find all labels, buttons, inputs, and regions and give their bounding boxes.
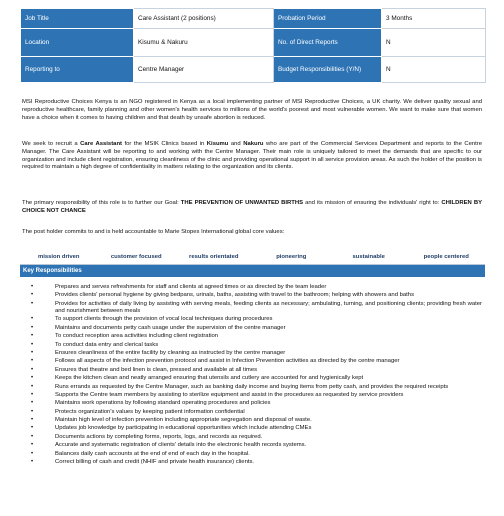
list-item [30,425,482,432]
bullet-icon: • [31,341,34,348]
responsibility-text: Updates job knowledge by participating in educational opportunities which include attending CMEs [55,425,312,432]
responsibility-text: Accurate and systematic registration of clients' details into the electronic health records systems. [55,442,307,449]
goal-paragraph [22,200,482,216]
bullet-icon: • [31,366,34,373]
role-paragraph [22,141,482,172]
list-item [30,284,482,291]
core-value: people centered [423,254,469,260]
responsibility-text: Runs errands as requested by the Centre Manager, such as banking daily income and buying items from petty cash, and provides the required receipts [55,383,449,390]
bullet-icon: • [31,383,34,390]
list-item [30,367,482,374]
bullet-icon: • [31,292,34,299]
goal-bold: THE PREVENTION OF UNWANTED BIRTHS [180,200,304,206]
list-item [30,409,482,416]
job-title-value: Care Assistant (2 positions) [134,9,274,29]
core-value: results orientated [189,254,239,260]
bullet-icon: • [31,349,34,356]
intro-paragraph: MSI Reproductive Choices Kenya is an NGO registered in Kenya as a local implementing partner of MSI Reproductive Choices, a UK charity. We deliver quality sexual and reproductive healthcare, family planning and other women's health services to millions of the world's poorest and most vulnerable women. We want to make sure that women have a choice when it comes to having children and that death by unsafe abortion is reduced. [22,99,482,121]
goal-text: and its mission of ensuring the individuals' right to: [303,200,442,206]
responsibility-text: Provides clients' personal hygiene by giving bedpans, urinals, baths, assisting with travel to the bathroom; helping with showers and baths [55,292,415,299]
direct-reports-label: No. of Direct Reports [274,29,382,57]
core-value: mission driven [37,254,80,260]
responsibility-text: Maintains and documents petty cash usage under the supervision of the centre manager [55,324,286,331]
list-item [30,417,482,424]
list-item [30,459,482,466]
bullet-icon: • [31,284,34,290]
responsibilities-list [30,284,482,467]
role-text: who are part of the Commercial Services Department and reports to the Centre Manager. The Care Assistant will be reporting to and working with the Centre Manager. Their main role is uniquely tailored to meet the demands that are specific to our organization and include client registration, ensuring cleanliness of the clinic and providing operational support in all service provision areas. As such the holder of the position is required to maintain a high degree of confidentiality in matters relating to the organization and its clients. [22,141,483,171]
bullet-icon: • [31,459,34,466]
bullet-icon: • [31,433,34,440]
list-item [30,384,482,391]
values-intro: The post holder commits to and is held accountable to Marie Stopes International global core values: [22,229,285,235]
responsibility-text: Correct billing of cash and credit (NHIF and private health insurance) clients. [55,459,255,466]
direct-reports-value: N [382,29,486,57]
bullet-icon: • [31,417,34,424]
responsibility-text: Follows all aspects of the infection prevention protocol and assist in Infection Prevention activities as directed by the centre manager [55,358,400,365]
responsibility-text: Keeps the kitchen clean and neatly arranged ensuring that utensils and cutlery are accounted for and hygienically kept [55,375,364,382]
responsibility-text: To conduct reception area activities including client registration [55,333,219,340]
bullet-icon: • [31,391,34,398]
list-item [30,358,482,365]
bullet-icon: • [31,425,34,432]
list-item [30,325,482,332]
responsibility-text: Documents actions by completing forms, reports, logs, and records as required. [55,433,263,440]
table-row [21,29,486,57]
list-item [30,342,482,349]
list-item [30,400,482,407]
location-value: Kisumu & Nakuru [134,29,274,57]
responsibility-text: Ensures that theatre and bed linen is clean, pressed and available at all times [55,366,258,373]
role-title-bold: Care Assistant [80,141,122,147]
core-value: pioneering [276,254,307,260]
probation-label: Probation Period [274,9,382,29]
list-item [30,292,482,299]
role-text: We seek to recruit a [22,141,81,147]
list-item [30,392,482,399]
core-values-row [20,249,485,265]
table-row [21,9,486,29]
table-row [21,57,486,83]
bullet-icon: • [31,408,34,415]
responsibility-text: Supports the Centre team members by assisting to sterilize equipment and assist in the procedures as requested by service providers [55,391,404,398]
list-item [30,316,482,323]
responsibility-text: Ensures cleanliness of the entire facility by cleaning as instructed by the centre manager [55,349,286,356]
bullet-icon: • [31,324,34,331]
reporting-to-value: Centre Manager [134,57,274,83]
location-label: Location [21,29,134,57]
role-text: and [228,141,244,147]
key-responsibilities-heading: Key Responsibilities [20,265,485,277]
list-item [30,375,482,382]
list-item [30,451,482,458]
responsibility-text: To support clients through the provision of vocal local techniques during procedures [55,316,273,323]
bullet-icon: • [31,333,34,340]
core-value: customer focused [110,254,162,260]
responsibility-text: Maintain high level of infection prevention including appropriate segregation and disposal of waste. [55,417,312,424]
budget-label: Budget Responsibilities (Y/N) [274,57,382,83]
bullet-icon: • [31,375,34,382]
responsibility-text: To conduct data entry and clerical tasks [55,341,159,348]
goal-text: The primary responsibility of this role is to further our Goal: [22,200,181,206]
list-item [30,350,482,357]
responsibility-text: Balances daily cash accounts at the end of end of each day in the hospital. [55,450,250,457]
core-value: sustainable [352,254,385,260]
bullet-icon: • [31,300,34,307]
bullet-icon: • [31,400,34,407]
bullet-icon: • [31,442,34,449]
bullet-icon: • [31,316,34,323]
list-item [30,333,482,340]
responsibility-text: Provides for activities of daily living by assisting with serving meals, feeding clients as necessary; ambulating, turning, and positioning clients; providing fresh water and nourishment between meals [55,300,482,314]
bullet-icon: • [31,450,34,457]
responsibility-text: Protects organization's values by keeping patient information confidential [55,408,245,415]
list-item [30,442,482,449]
reporting-to-label: Reporting to [21,57,134,83]
job-title-label: Job Title [21,9,134,29]
list-item [30,434,482,441]
budget-value: N [382,57,486,83]
location-bold: Nakuru [243,141,264,147]
role-text: for the MSIK Clinics based in [122,141,207,147]
mission-bold: CHILDREN BY CHOICE NOT CHANCE [22,200,482,214]
responsibility-text: Maintains work operations by following standard operating procedures and policies [55,400,271,407]
location-bold: Kisumu [206,141,229,147]
probation-value: 3 Months [382,9,486,29]
responsibility-text: Prepares and serves refreshments for staff and clients at agreed times or as directed by the team leader [55,284,327,290]
job-details-table [20,8,486,83]
list-item [30,301,482,315]
bullet-icon: • [31,358,34,365]
